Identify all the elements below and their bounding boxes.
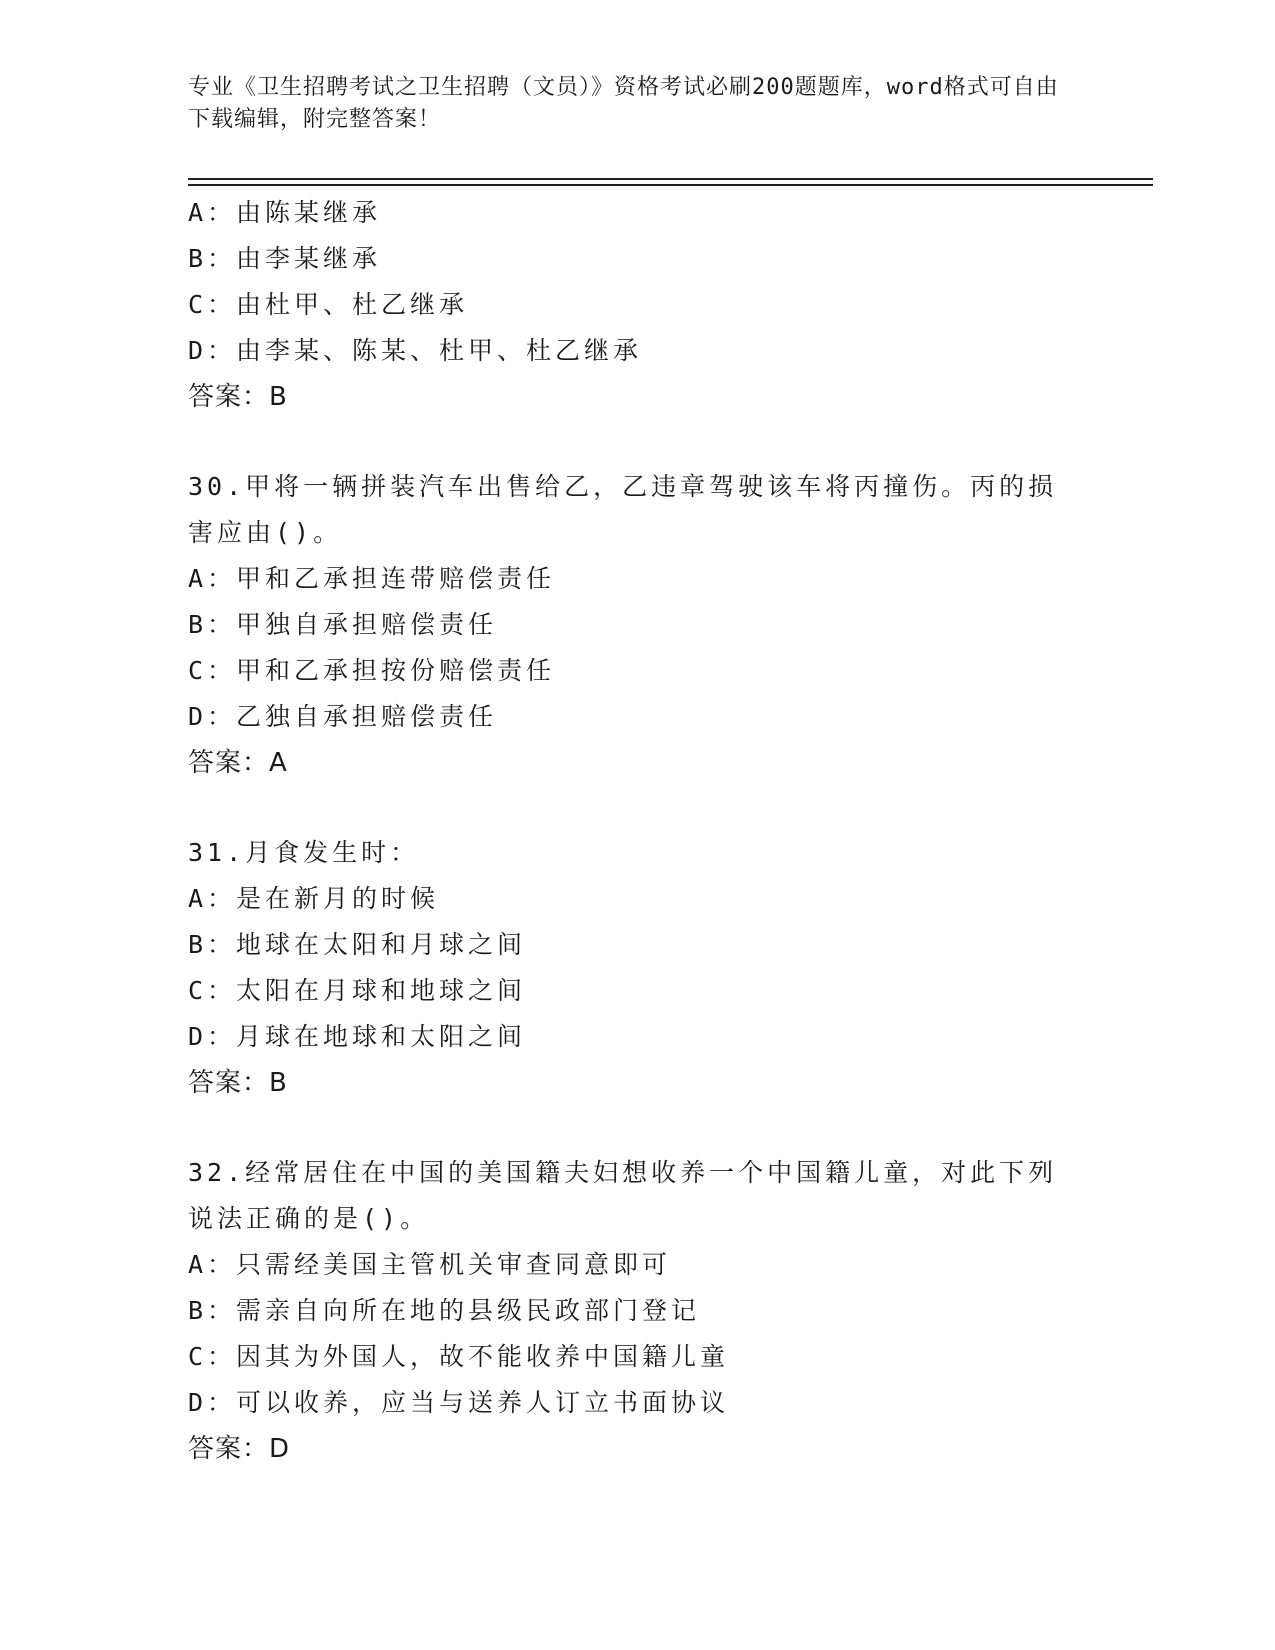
question-list [188, 190, 1088, 1472]
option-c: C：因其为外国人，故不能收养中国籍儿童 [188, 1342, 730, 1371]
header-rule-top [188, 178, 1153, 180]
answer-text: 答案：D [188, 1434, 291, 1464]
option-c: C：太阳在月球和地球之间 [188, 976, 527, 1005]
question-block-32 [188, 1150, 1088, 1472]
option-b: B：由李某继承 [188, 244, 382, 273]
answer-text: 答案：A [188, 748, 288, 778]
spacer [188, 786, 1088, 830]
header-rule-bottom [188, 184, 1153, 186]
question-block-31 [188, 830, 1088, 1106]
option-a: A：由陈某继承 [188, 198, 382, 227]
question-block-30 [188, 464, 1088, 786]
option-c: C：甲和乙承担按份赔偿责任 [188, 656, 556, 685]
option-b: B：甲独自承担赔偿责任 [188, 610, 498, 639]
question-text: 32.经常居住在中国的美国籍夫妇想收养一个中国籍儿童，对此下列说法正确的是()。 [188, 1158, 1058, 1233]
option-a: A：甲和乙承担连带赔偿责任 [188, 564, 556, 593]
question-text: 31.月食发生时： [188, 838, 420, 867]
option-b: B：地球在太阳和月球之间 [188, 930, 527, 959]
answer-text: 答案：B [188, 382, 288, 412]
document-header: 专业《卫生招聘考试之卫生招聘（文员）》资格考试必刷200题题库，word格式可自由下载编辑，附完整答案！ [188, 75, 1059, 132]
option-d: D：月球在地球和太阳之间 [188, 1022, 527, 1051]
option-d: D：由李某、陈某、杜甲、杜乙继承 [188, 336, 643, 365]
option-a: A：是在新月的时候 [188, 884, 440, 913]
option-d: D：可以收养，应当与送养人订立书面协议 [188, 1388, 730, 1417]
spacer [188, 420, 1088, 464]
option-d: D：乙独自承担赔偿责任 [188, 702, 498, 731]
question-block-29 [188, 190, 1088, 420]
option-a: A：只需经美国主管机关审查同意即可 [188, 1250, 672, 1279]
option-c: C：由杜甲、杜乙继承 [188, 290, 469, 319]
spacer [188, 1106, 1088, 1150]
answer-text: 答案：B [188, 1068, 288, 1098]
question-text: 30.甲将一辆拼装汽车出售给乙，乙违章驾驶该车将丙撞伤。丙的损害应由()。 [188, 472, 1058, 547]
option-b: B：需亲自向所在地的县级民政部门登记 [188, 1296, 701, 1325]
